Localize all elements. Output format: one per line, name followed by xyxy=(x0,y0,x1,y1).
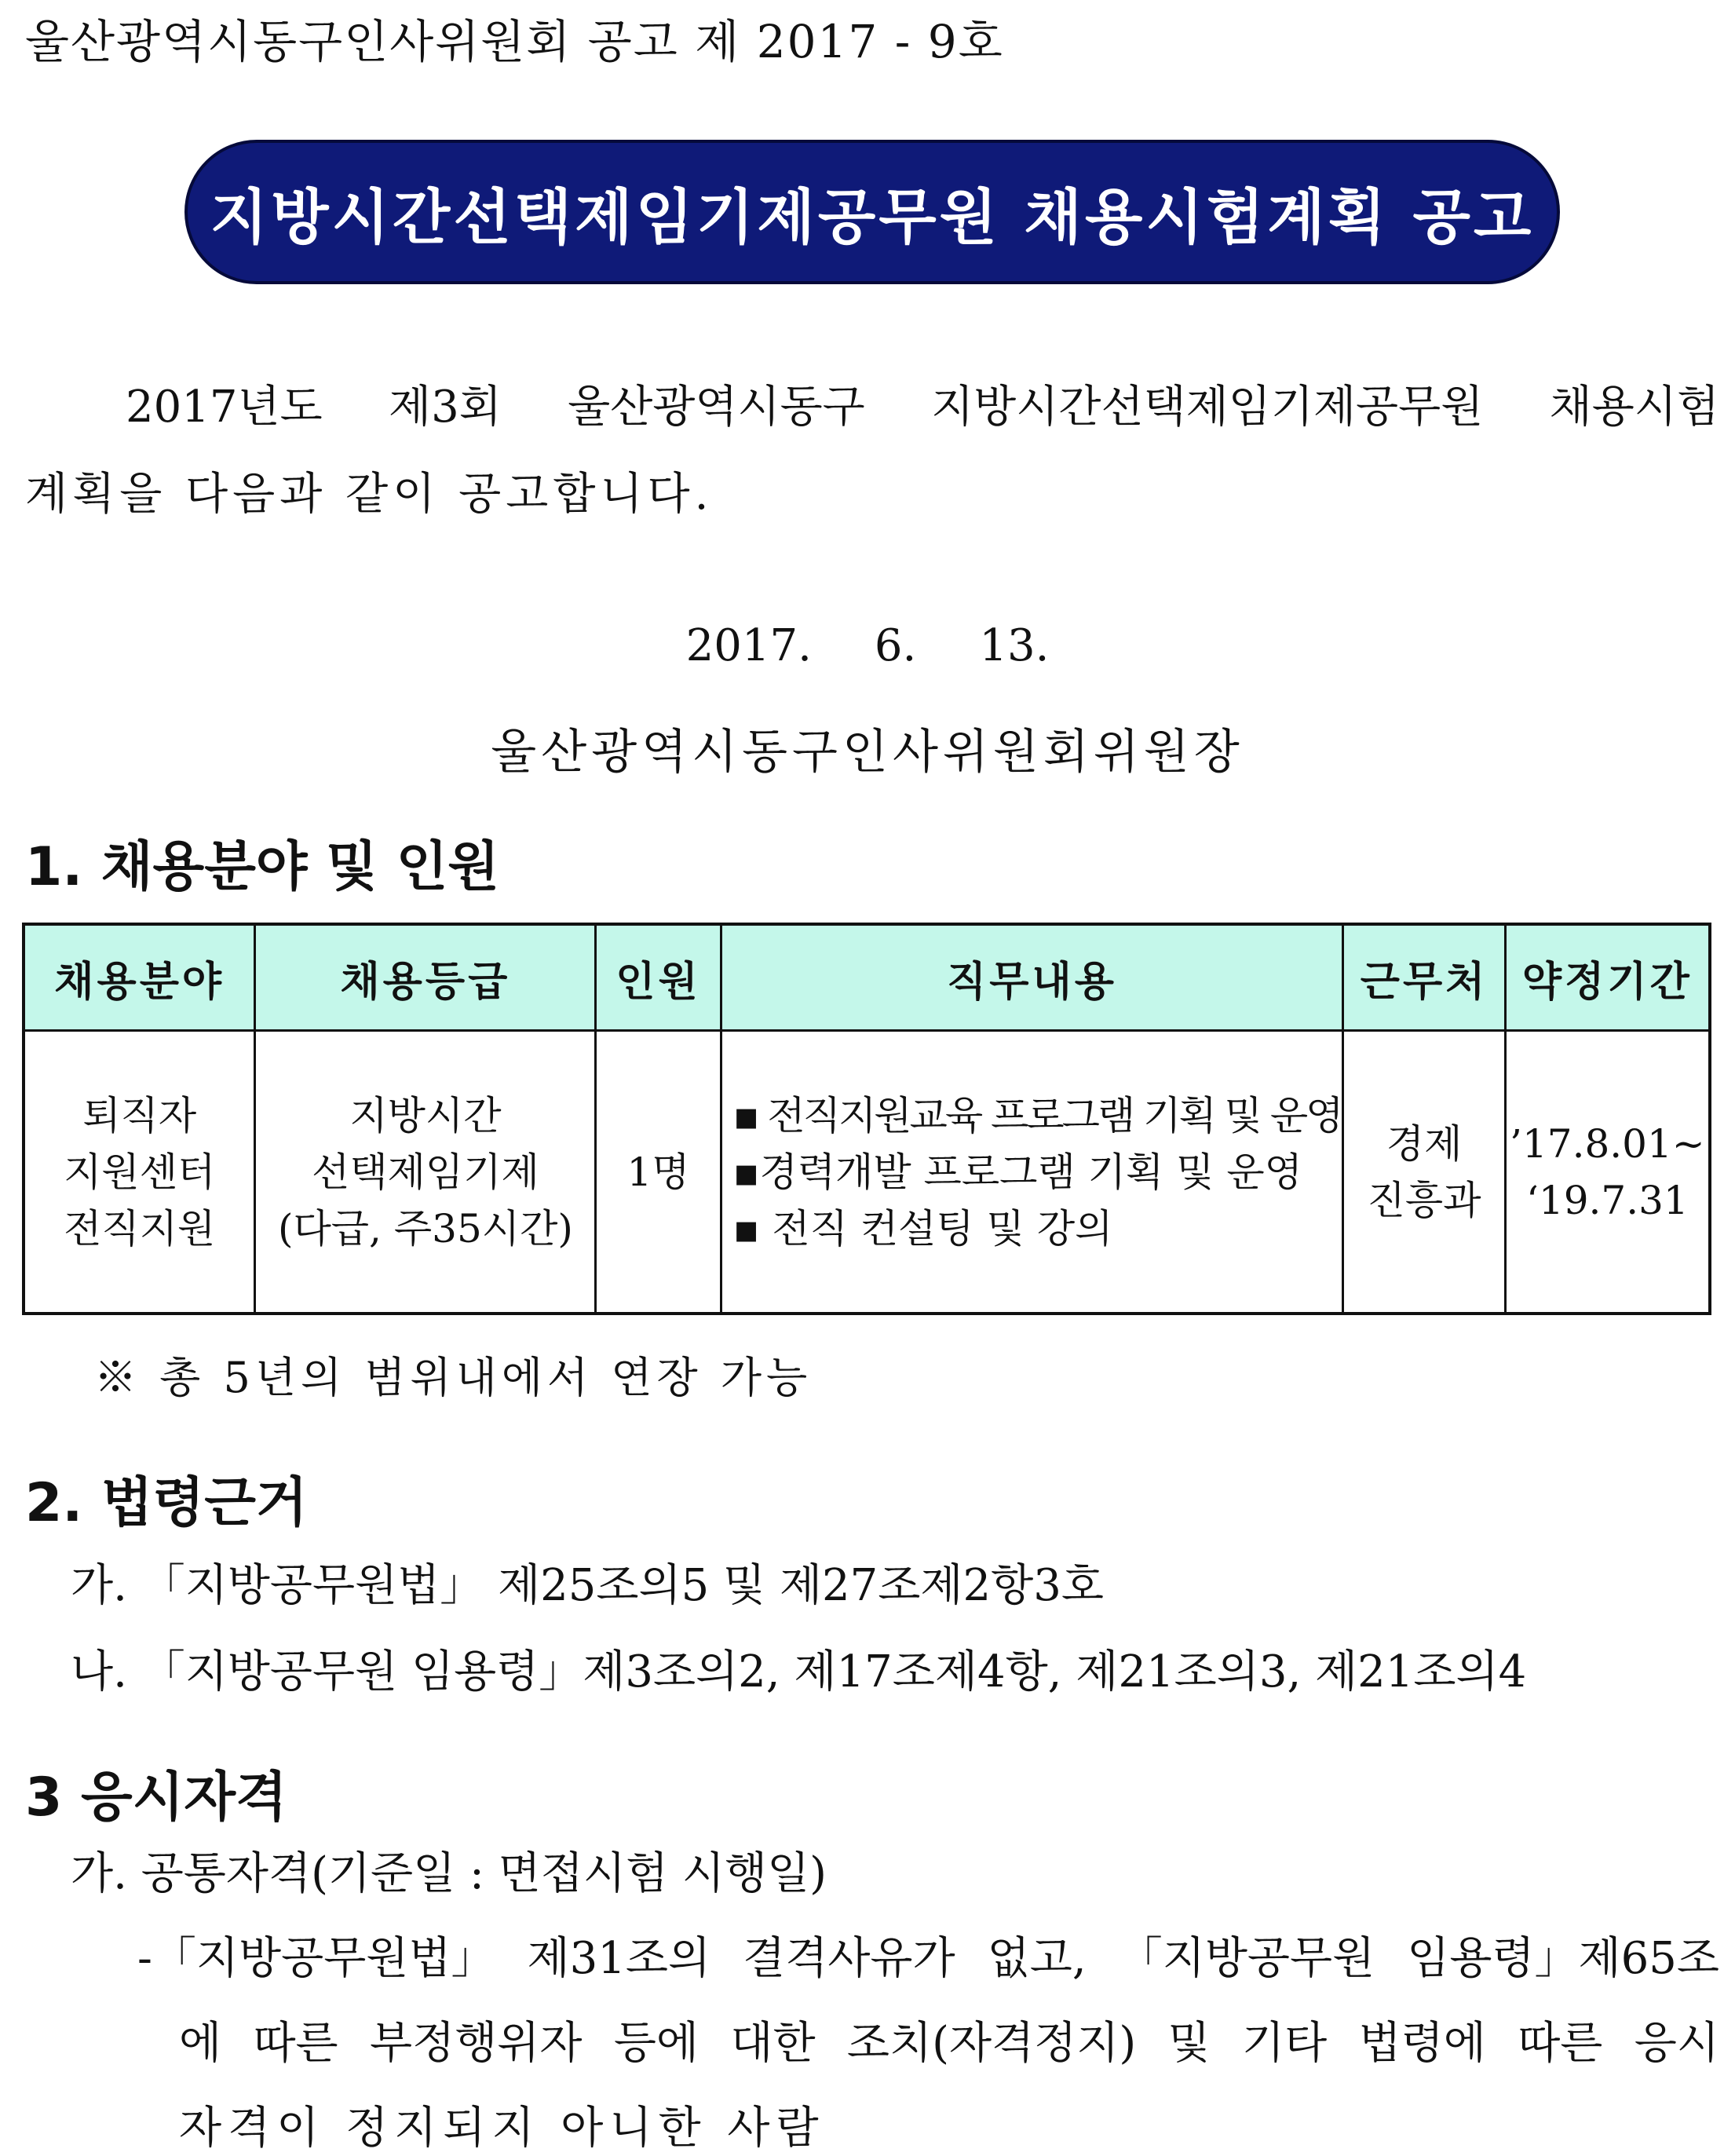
intro-word: 2017년도 xyxy=(126,382,323,433)
headcount-cell: 1명 xyxy=(596,1031,721,1314)
qual-word: 「지방공무원 xyxy=(1118,1933,1375,1984)
duty-item: ▪경력개발 프로그램 기획 및 운영 xyxy=(732,1149,1302,1195)
period-line: ‘19.7.31 xyxy=(1525,1177,1689,1223)
duty-item: ▪ 전직 컨설팅 및 강의 xyxy=(732,1205,1113,1252)
intro-word: 지방시간선택제임기제공무원 xyxy=(931,382,1484,433)
intro-line-2: 계획을 다음과 같이 공고합니다. xyxy=(25,469,714,520)
period-cell xyxy=(1505,1031,1710,1314)
table-row xyxy=(24,1031,1710,1314)
duty-item: ▪ 전직지원교육 프로그램 기획 및 운영 xyxy=(732,1092,1342,1138)
qual-word: 따른 xyxy=(253,2018,338,2069)
qual-word: 법령에 xyxy=(1358,2018,1486,2069)
qual-word: 결격사유가 xyxy=(743,1933,955,1984)
qual-word: 부정행위자 xyxy=(370,2018,583,2069)
qual-word: 등에 xyxy=(613,2018,699,2069)
qual-word: 제31조의 xyxy=(527,1933,711,1984)
section-2-heading: 2. 법령근거 xyxy=(25,1472,308,1534)
section-1-heading: 1. 채용분야 및 인원 xyxy=(25,836,499,898)
field-line: 전직지원 xyxy=(64,1205,216,1252)
column-header: 근무처 xyxy=(1343,924,1505,1031)
law-item-b: 나. 「지방공무원 임용령」제3조의2, 제17조제4항, 제21조의3, 제21조의4 xyxy=(71,1646,1527,1697)
qual-word: -「지방공무원법」 xyxy=(137,1933,495,1984)
column-header: 채용분야 xyxy=(24,924,255,1031)
grade-line: 지방시간 xyxy=(349,1092,502,1138)
date-month: 6. xyxy=(874,620,917,671)
extension-note: ※ 총 5년의 범위내에서 연장 가능 xyxy=(94,1353,813,1402)
section-3-heading: 3 응시자격 xyxy=(25,1767,287,1829)
grade-cell xyxy=(255,1031,596,1314)
qualification-item-a: 가. 공통자격(기준일 : 면접시험 시행일) xyxy=(71,1848,827,1899)
workplace-line: 진흥과 xyxy=(1367,1177,1481,1223)
qual-word: 기타 xyxy=(1242,2018,1328,2069)
signer: 울산광역시동구인사위원회위원장 xyxy=(491,725,1244,780)
field-line: 지원센터 xyxy=(64,1149,216,1195)
column-header: 직무내용 xyxy=(721,924,1343,1031)
title-banner xyxy=(184,140,1560,284)
law-item-a: 가. 「지방공무원법」 제25조의5 및 제27조제2항3호 xyxy=(71,1560,1104,1611)
workplace-line: 경제 xyxy=(1386,1120,1463,1167)
qualification-line-3: 자격이 정지되지 아니한 사람 xyxy=(179,2103,825,2154)
recruitment-table xyxy=(22,923,1711,1315)
field-cell xyxy=(24,1031,255,1314)
intro-line-1 xyxy=(126,372,1719,435)
intro-word: 울산광역시동구 xyxy=(568,382,865,433)
qual-word: 따른 xyxy=(1518,2018,1603,2069)
qual-word: 에 xyxy=(179,2018,222,2069)
qual-word: 임용령」제65조 xyxy=(1407,1933,1719,1984)
intro-word: 채용시험 xyxy=(1549,382,1719,433)
grade-line: 선택제임기제 xyxy=(312,1149,539,1195)
qual-word: 응시 xyxy=(1634,2018,1719,2069)
field-line: 퇴직자 xyxy=(82,1092,197,1138)
workplace-cell xyxy=(1343,1031,1505,1314)
column-header: 인원 xyxy=(596,924,721,1031)
date-year: 2017. xyxy=(685,620,812,671)
period-line: ’17.8.01~ xyxy=(1510,1120,1705,1167)
qual-word: 대한 xyxy=(730,2018,816,2069)
intro-word: 제3회 xyxy=(389,382,502,433)
qual-word: 및 xyxy=(1167,2018,1211,2069)
table-header-row xyxy=(24,924,1710,1031)
notice-number: 울산광역시동구인사위원회 공고 제 2017 - 9호 xyxy=(25,15,1004,68)
notice-date xyxy=(0,620,1735,671)
qual-word: 조치(자격정지) xyxy=(846,2018,1137,2069)
qual-word: 없고, xyxy=(987,1933,1087,1984)
page-title: 지방시간선택제임기제공무원 채용시험계획 공고 xyxy=(210,181,1535,252)
column-header: 약정기간 xyxy=(1505,924,1710,1031)
column-header: 채용등급 xyxy=(255,924,596,1031)
date-day: 13. xyxy=(979,620,1050,671)
grade-line: (다급, 주35시간) xyxy=(277,1205,573,1252)
duties-cell xyxy=(721,1031,1343,1314)
qualification-line-1 xyxy=(137,1924,1719,1986)
qualification-line-2 xyxy=(179,2008,1719,2071)
